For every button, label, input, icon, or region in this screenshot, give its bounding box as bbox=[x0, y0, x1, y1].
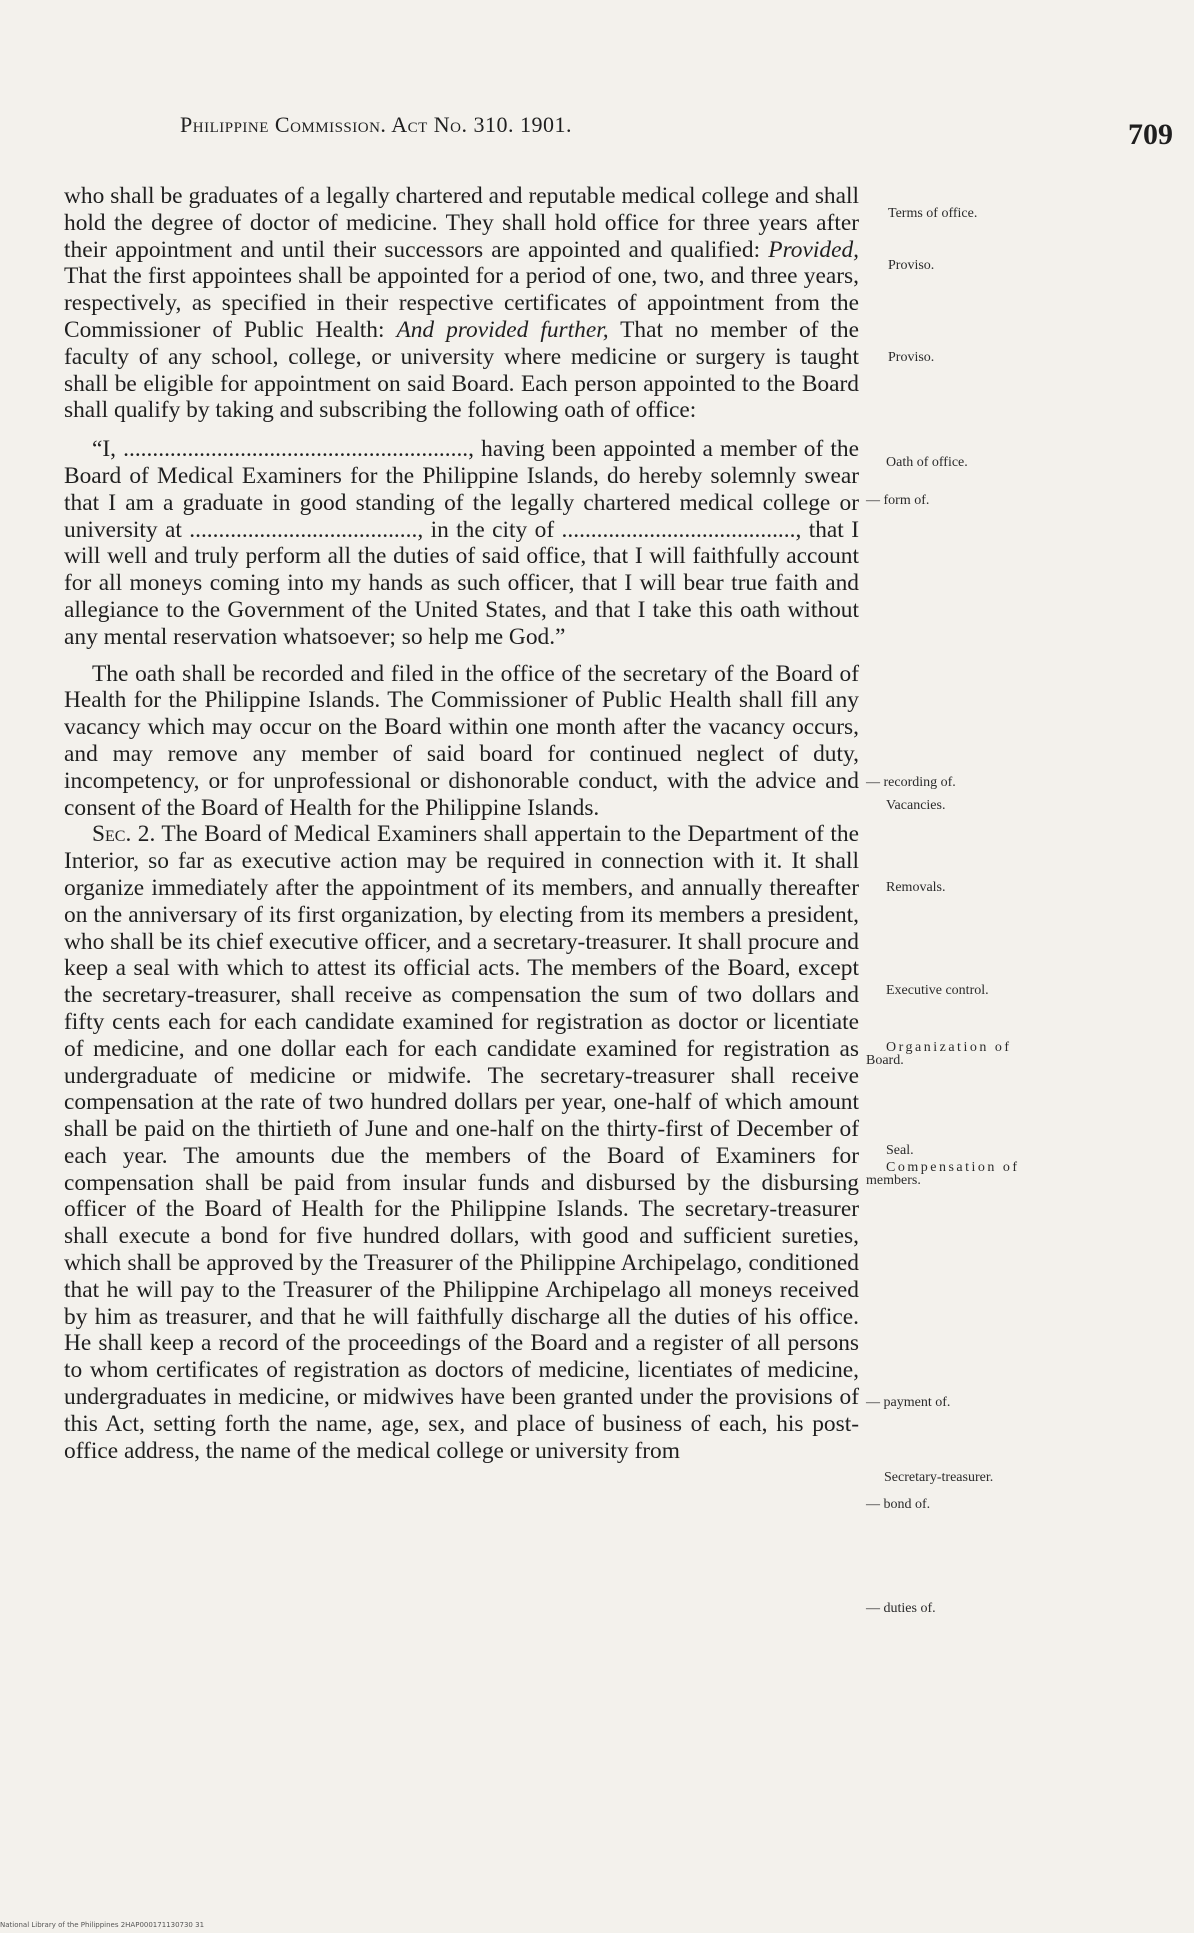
paragraph-oath: “I, ..........................................................., having been appointed a member of the Board of Medical Examiners for the Philippine Islands, do hereby solemnly swear that I am a graduate in good standing of the legally chartered medical college or university at ......................................., in the city of ........................................, that I will well and truly perform all the duties of said office, that I will faithfully account for all moneys coming into my hands as such officer, that I will bear true faith and allegiance to the Government of the United States, and that I take this oath without any mental reservation whatsoever; so help me God.” bbox=[64, 436, 859, 650]
margin-note: Removals. bbox=[886, 880, 946, 895]
paragraph-oath-recording: The oath shall be recorded and filed in the office of the secretary of the Board of Health for the Philippine Islands. The Commissioner of Public Health shall fill any vacancy which may occur on the Board within one month after the vacancy occurs, and may remove any member of said board for continued neglect of duty, incompetency, or for unprofessional or dishonorable conduct, with the advice and consent of the Board of Health for the Philippine Islands. bbox=[64, 660, 859, 821]
margin-note: Vacancies. bbox=[886, 798, 946, 813]
margin-note: — recording of. bbox=[866, 775, 956, 790]
margin-note: Proviso. bbox=[888, 258, 935, 273]
proviso-italic-2: And provided further, bbox=[396, 316, 609, 343]
proviso-italic-1: Provided, bbox=[768, 236, 859, 263]
page-number: 709 bbox=[1128, 118, 1173, 151]
margin-note: Board. bbox=[866, 1053, 904, 1068]
scan-footer: National Library of the Philippines 2HAP000171130730 31 bbox=[0, 1921, 205, 1929]
margin-note: Organization of bbox=[886, 1040, 1012, 1055]
margin-note: — bond of. bbox=[866, 1497, 931, 1512]
margin-note: — payment of. bbox=[866, 1395, 951, 1410]
paragraph-section-2: Sec. 2. The Board of Medical Examiners shall appertain to the Department of the Interior, so far as executive action may be required in connection with it. It shall organize immediately after the appointment of its members, and annually thereafter on the anniversary of its first organization, by electing from its members a president, who shall be its chief executive officer, and a secretary-treasurer. It shall procure and keep a seal with which to attest its official acts. The members of the Board, except the secretary-treasurer, shall receive as compensation the sum of two dollars and fifty cents each for each candidate examined for registration as doctor or licentiate of medicine, and one dollar each for each candidate examined for registration as undergraduate of medicine or midwife. The secretary-treasurer shall receive compensation at the rate of two hundred dollars per year, one-half of which amount shall be paid on the thirtieth of June and one-half on the thirty-first of December of each year. The amounts due the members of the Board of Examiners for compensation shall be paid from insular funds and disbursed by the disbursing officer of the Board of Health for the Philippine Islands. The secretary-treasurer shall execute a bond for five hundred dollars, with good and sufficient sureties, which shall be approved by the Treasurer of the Philippine Archipelago, conditioned that he will pay to the Treasurer of the Philippine Archipelago all moneys received by him as treasurer, and that he will faithfully discharge all the duties of his office. He shall keep a record of the proceedings of the Board and a register of all persons to whom certificates of registration as doctors of medicine, licentiates of medicine, undergraduates in medicine, or midwives have been granted under the provisions of this Act, setting forth the name, age, sex, and place of business of each, his post-office address, the name of the medical college or university from bbox=[64, 821, 859, 1464]
margin-note: Proviso. bbox=[888, 350, 935, 365]
margin-note: Executive control. bbox=[886, 983, 989, 998]
margin-note: Secretary-treasurer. bbox=[884, 1470, 994, 1485]
margin-note: — form of. bbox=[866, 493, 930, 508]
margin-note: Oath of office. bbox=[886, 455, 968, 470]
margin-note: Terms of office. bbox=[888, 206, 978, 221]
running-title: Philippine Commission. Act No. 310. 1901. bbox=[180, 112, 572, 137]
body-text bbox=[64, 183, 859, 1464]
margin-note: Seal. bbox=[886, 1143, 914, 1158]
margin-note: Compensation of bbox=[886, 1160, 1020, 1175]
margin-note: — duties of. bbox=[866, 1601, 936, 1616]
margin-note: members. bbox=[866, 1173, 921, 1188]
section-label: Sec. 2. bbox=[92, 821, 156, 848]
paragraph-terms: who shall be graduates of a legally chartered and reputable medical college and shall hold the degree of doctor of medicine. They shall hold office for three years after their appointment and until their successors are appointed and qualified: Provided, That the first appointees shall be appointed for a period of one, two, and three years, respectively, as specified in their respective certificates of appointment from the Commissioner of Public Health: And provided further, That no member of the faculty of any school, college, or university where medicine or surgery is taught shall be eligible for appointment on said Board. Each person appointed to the Board shall qualify by taking and subscribing the following oath of office: bbox=[64, 183, 859, 424]
